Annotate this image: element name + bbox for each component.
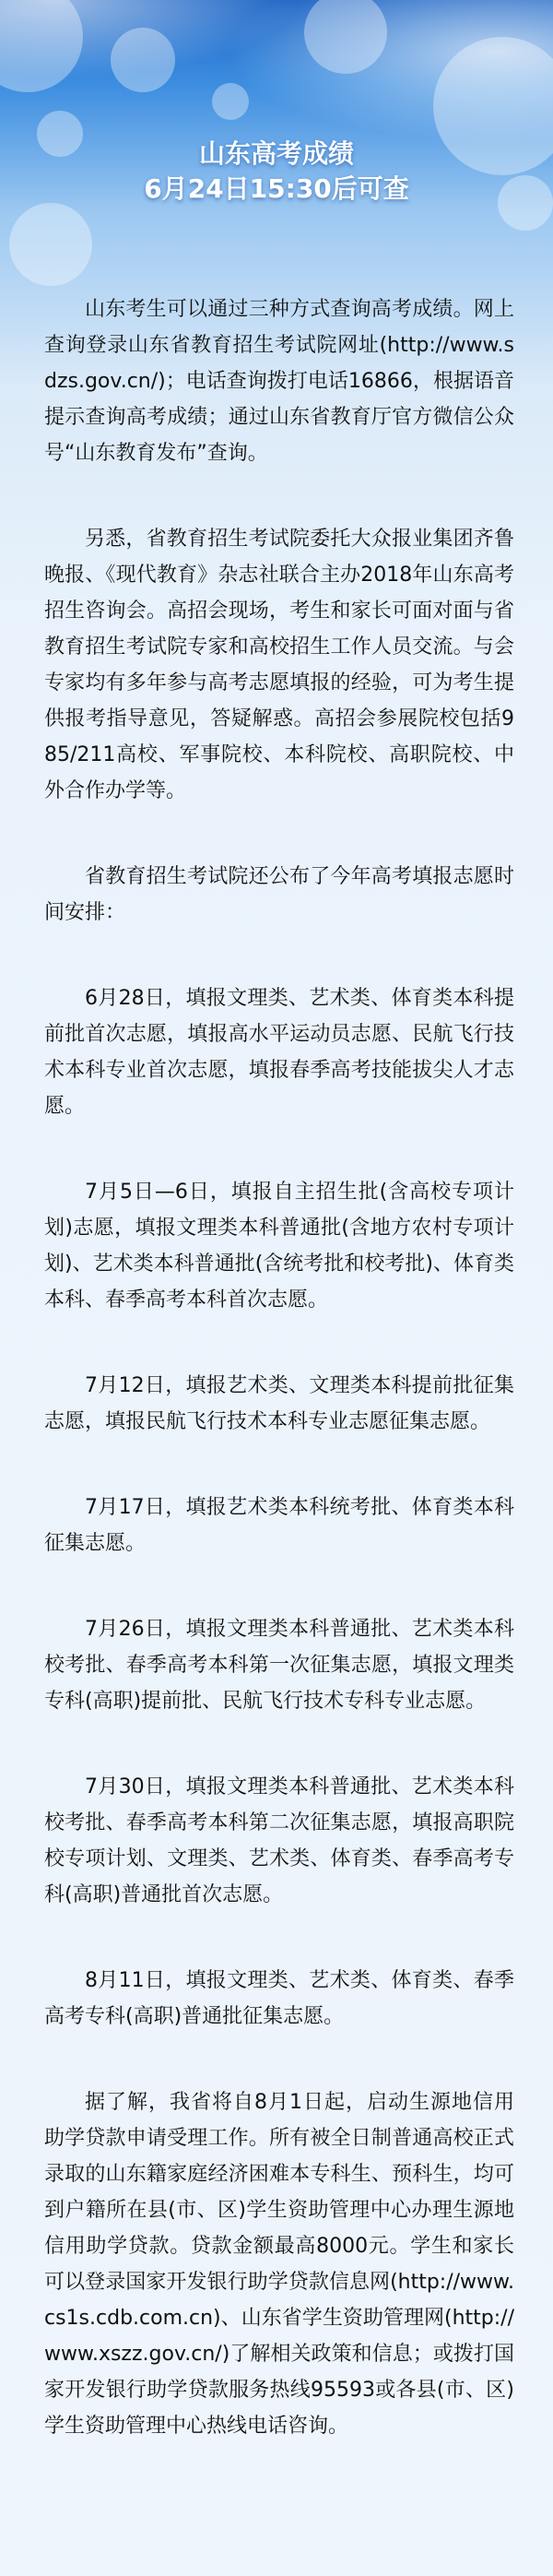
paragraph-july-5-6: 7月5日—6日，填报自主招生批(含高校专项计划)志愿，填报文理类本科普通批(含地方农村专项计划)、艺术类本科普通批(含统考批和校考批)、体育类本科、春季高考本科首次志愿。 <box>44 1181 514 1312</box>
paragraph-query-methods: 山东考生可以通过三种方式查询高考成绩。网上查询登录山东省教育招生考试院网址(http://www.sdzs.gov.cn/)；电话查询拨打电话16866，根据语音提示查询高考成绩；通过山东省教育厅官方微信公众号“山东教育发布”查询。 <box>44 298 514 465</box>
article-header <box>0 137 553 207</box>
paragraph-consultation-fair: 另悉，省教育招生考试院委托大众报业集团齐鲁晚报、《现代教育》杂志社联合主办2018年山东高考招生咨询会。高招会现场，考生和家长可面对面与省教育招生考试院专家和高校招生工作人员交流。与会专家均有多年参与高考志愿填报的经验，可为考生提供报考指导意见，答疑解惑。高招会参展院校包括985/211高校、军事院校、本科院校、高职院校、中外合作办学等。 <box>44 528 514 802</box>
paragraph-july-17: 7月17日，填报艺术类本科统考批、体育类本科征集志愿。 <box>44 1496 514 1555</box>
article-body <box>44 291 514 2494</box>
paragraph-july-12: 7月12日，填报艺术类、文理类本科提前批征集志愿，填报民航飞行技术本科专业志愿征集志愿。 <box>44 1374 514 1433</box>
paragraph-august-11: 8月11日，填报文理类、艺术类、体育类、春季高考专科(高职)普通批征集志愿。 <box>44 1969 514 2028</box>
paragraph-june-28: 6月28日，填报文理类、艺术类、体育类本科提前批首次志愿，填报高水平运动员志愿、民航飞行技术本科专业首次志愿，填报春季高考技能拔尖人才志愿。 <box>44 987 514 1118</box>
title-line-2: 6月24日15:30后可查 <box>144 173 409 204</box>
paragraph-schedule-intro: 省教育招生考试院还公布了今年高考填报志愿时间安排： <box>44 865 514 924</box>
paragraph-july-26: 7月26日，填报文理类本科普通批、艺术类本科校考批、春季高考本科第一次征集志愿，填报文理类专科(高职)提前批、民航飞行技术专科专业志愿。 <box>44 1618 514 1713</box>
paragraph-july-30: 7月30日，填报文理类本科普通批、艺术类本科校考批、春季高考本科第二次征集志愿，填报高职院校专项计划、文理类、艺术类、体育类、春季高考专科(高职)普通批首次志愿。 <box>44 1775 514 1906</box>
paragraph-student-loan: 据了解，我省将自8月1日起，启动生源地信用助学贷款申请受理工作。所有被全日制普通高校正式录取的山东籍家庭经济困难本专科生、预科生，均可到户籍所在县(市、区)学生资助管理中心办理生源地信用助学贷款。贷款金额最高8000元。学生和家长可以登录国家开发银行助学贷款信息网(http://www.cs1s.cdb.com.cn)、山东省学生资助管理网(http://www.xszz.gov.cn/)了解相关政策和信息；或拨打国家开发银行助学贷款服务热线95593或各县(市、区)学生资助管理中心热线电话咨询。 <box>44 2091 514 2438</box>
title-line-1: 山东高考成绩 <box>198 138 354 169</box>
